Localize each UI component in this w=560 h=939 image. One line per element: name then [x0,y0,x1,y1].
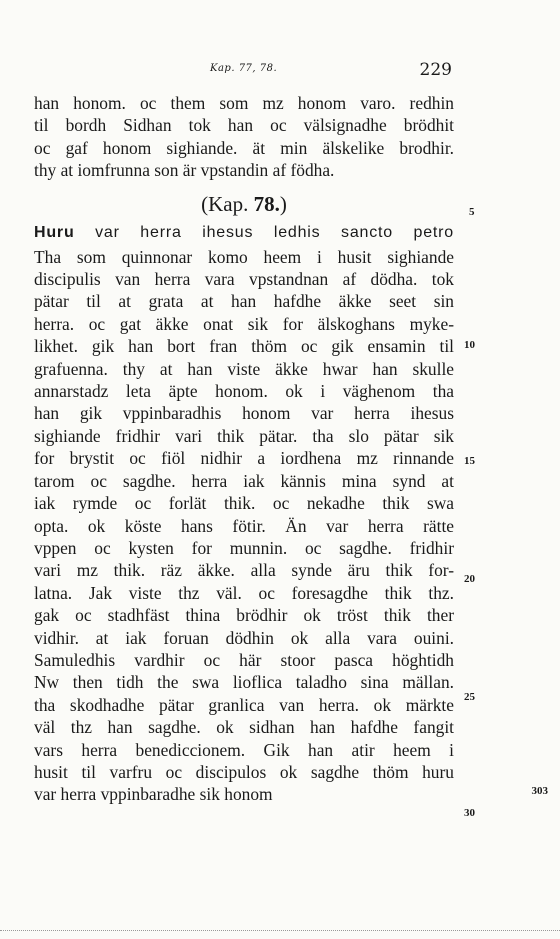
text-line: grafuenna. thy at han viste äkke hwar han skulle [34,358,454,379]
text-line: var herra vppinbaradhe sik honom [34,784,273,805]
text-line: herra. oc gat äkke onat sik for älskoghans myke- [34,313,454,334]
edition-page-marker: 303 [531,785,548,797]
line-number-25: 25 [464,691,475,703]
section-heading-rest: var herra ihesus ledhis sancto petro [95,223,454,241]
chapter-heading [34,192,454,216]
text-line: vidhir. at iak foruan dödhin ok alla vara ouini. [34,627,454,648]
chapter-paren-close: ) [279,191,287,216]
text-line: sighiande fridhir vari thik pätar. tha slo pätar sik [34,425,454,446]
text-block [34,92,454,806]
text-line: oc gaf honom sighiande. ät min älskelike brodhir. [34,137,454,158]
chapter-paren-open: ( [201,191,209,216]
text-line: pätar til at grata at han hafdhe äkke seet sin [34,291,454,312]
text-line: vppen oc kysten for munnin. oc sagdhe. fridhir [34,537,454,558]
chapter-number: 78. [253,191,280,216]
text-line: vari mz thik. räz äkke. alla synde äru thik for- [34,560,454,581]
text-line: gak oc stadhfäst thina brödhir ok tröst thik ther [34,605,454,626]
line-number-5: 5 [469,206,475,218]
text-line: annarstadz leta äpte honom. ok i väghenom tha [34,381,454,402]
text-line: han gik vppinbaradhis honom var herra ihesus [34,403,454,424]
text-line: tha skodhadhe pätar granlica van herra. ok märkte [34,694,454,715]
text-line: Samuledhis vardhir oc här stoor pasca höghtidh [34,649,454,670]
text-line: likhet. gik han bort fran thöm oc gik ensamin til [34,336,454,357]
text-line: tarom oc sagdhe. herra iak kännis mina synd at [34,470,454,491]
text-line: til bordh Sidhan tok han oc välsignadhe brödhit [34,115,454,136]
line-number-20: 20 [464,573,475,585]
text-line: Nw then tidh the swa lioflica taladho sina mällan. [34,672,454,693]
running-head: Kap. 77, 78. [210,63,278,74]
text-line: discipulis van herra vara vpstandnan af dödha. tok [34,269,454,290]
text-line: for brystit oc fiöl nidhir a iordhena mz rinnande [34,448,454,469]
text-line: han honom. oc them som mz honom varo. redhin [34,93,454,113]
text-line: Tha som quinnonar komo heem i husit sighiande [34,246,454,267]
text-line: väl thz han sagdhe. ok sidhan han hafdhe fangit [34,717,454,738]
line-number-15: 15 [464,455,475,467]
line-number-30: 30 [464,807,475,819]
section-heading-first-word: Huru [34,223,75,241]
text-line: husit til varfru oc discipulos ok sagdhe thöm huru [34,761,454,782]
text-line: latna. Jak viste thz väl. oc foresagdhe thik thz. [34,582,454,603]
section-heading [34,222,454,244]
page-number: 229 [419,60,452,80]
text-line: vars herra benediccionem. Gik han atir heem i [34,739,454,760]
text-line: iak rymde oc forlät thik. oc nekadhe thik swa [34,493,454,514]
text-line: opta. ok köste hans fötir. Än var herra rätte [34,515,454,536]
chapter-kap-label: Kap. [208,191,249,216]
text-line: thy at iomfrunna son är vpstandin af födha. [34,160,335,181]
bottom-rule [0,930,560,931]
line-number-10: 10 [464,339,475,351]
